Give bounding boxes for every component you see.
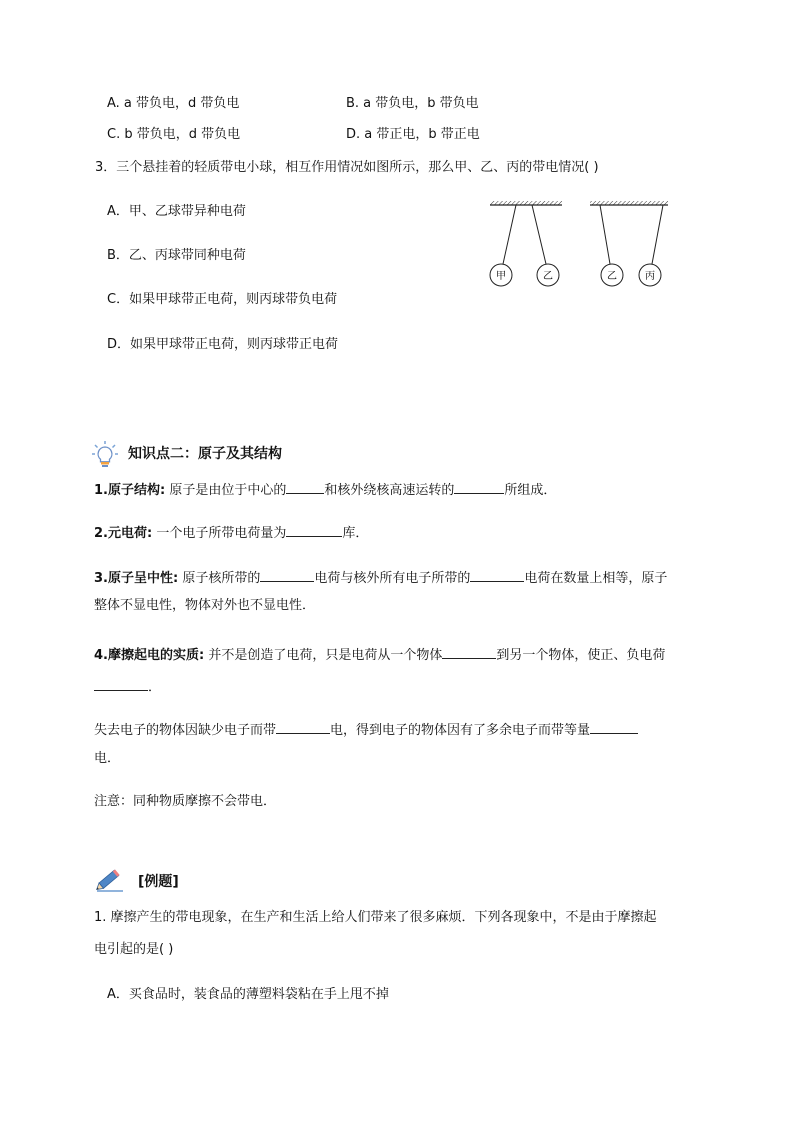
string-yi-right [600,205,610,264]
ball-yi-right [601,264,623,286]
string-jia [503,205,516,264]
q3-option-a: A．甲、乙球带异种电荷 [107,204,246,219]
blank [442,645,496,659]
svg-text:甲: 甲 [496,271,506,282]
string-bing [652,205,663,264]
svg-text:丙: 丙 [645,271,655,282]
section2-title: 知识点二：原子及其结构 [128,446,282,462]
example-q1-line1: 1. 摩擦产生的带电现象，在生产和生活上给人们带来了很多麻烦．下列各现象中，不是由于摩擦起 [94,910,657,925]
support-right [590,201,668,205]
p3-atom-neutral: 3.原子呈中性: 原子核所带的 电荷与核外所有电子所带的 电荷在数量上相等，原子 [94,568,667,585]
q2-option-a: A. a 带负电，d 带负电 [107,96,240,111]
ball-bing [639,264,661,286]
q3-option-d: D．如果甲球带正电荷，则丙球带正电荷 [107,337,339,352]
pencil-icon [95,865,125,893]
p1-label: 1.原子结构: [94,483,166,498]
blank [260,568,314,582]
blank [470,568,524,582]
blank [286,480,324,494]
example-title: [例题] [138,874,179,890]
p2-label: 2.元电荷: [94,526,153,541]
example-q1-line2: 电引起的是( ) [94,942,174,957]
ball-yi-left [537,264,559,286]
p4-line2: ． [94,677,161,694]
q2-option-d: D. a 带正电，b 带正电 [346,127,480,142]
p3-line2: 整体不显电性，物体对外也不显电性． [94,598,316,613]
pendulum-figure [486,196,672,292]
p5-electron-transfer: 失去电子的物体因缺少电子而带 电，得到电子的物体因有了多余电子而带等量 [94,720,638,737]
example-q1-option-a: A．买食品时，装食品的薄塑料袋粘在手上甩不掉 [107,987,389,1002]
svg-text:乙: 乙 [543,271,553,282]
ball-jia [490,264,512,286]
blank [286,523,342,537]
p4-label: 4.摩擦起电的实质: [94,648,205,663]
p4-friction-charging: 4.摩擦起电的实质: 并不是创造了电荷，只是电荷从一个物体 到另一个物体，使正、负电荷 [94,645,665,662]
q2-option-b: B. a 带负电，b 带负电 [346,96,479,111]
q2-option-c: C. b 带负电，d 带负电 [107,127,241,142]
p1-atomic-structure: 1.原子结构: 原子是由位于中心的 和核外绕核高速运转的 所组成． [94,480,556,497]
support-left [490,201,562,205]
blank [94,677,148,691]
blank [276,720,330,734]
q3-option-c: C．如果甲球带正电荷，则丙球带负电荷 [107,292,338,307]
blank [454,480,504,494]
svg-text:乙: 乙 [607,271,617,282]
p5-line2: 电． [94,751,121,766]
q3-option-b: B．乙、丙球带同种电荷 [107,248,246,263]
q3-stem: 3．三个悬挂着的轻质带电小球，相互作用情况如图所示，那么甲、乙、丙的带电情况( ) [95,160,599,175]
p3-label: 3.原子呈中性: [94,571,179,586]
string-yi-left [532,205,546,264]
lightbulb-icon [92,440,118,468]
note: 注意：同种物质摩擦不会带电． [94,794,277,809]
p2-elementary-charge: 2.元电荷: 一个电子所带电荷量为 库． [94,523,368,540]
blank [590,720,638,734]
